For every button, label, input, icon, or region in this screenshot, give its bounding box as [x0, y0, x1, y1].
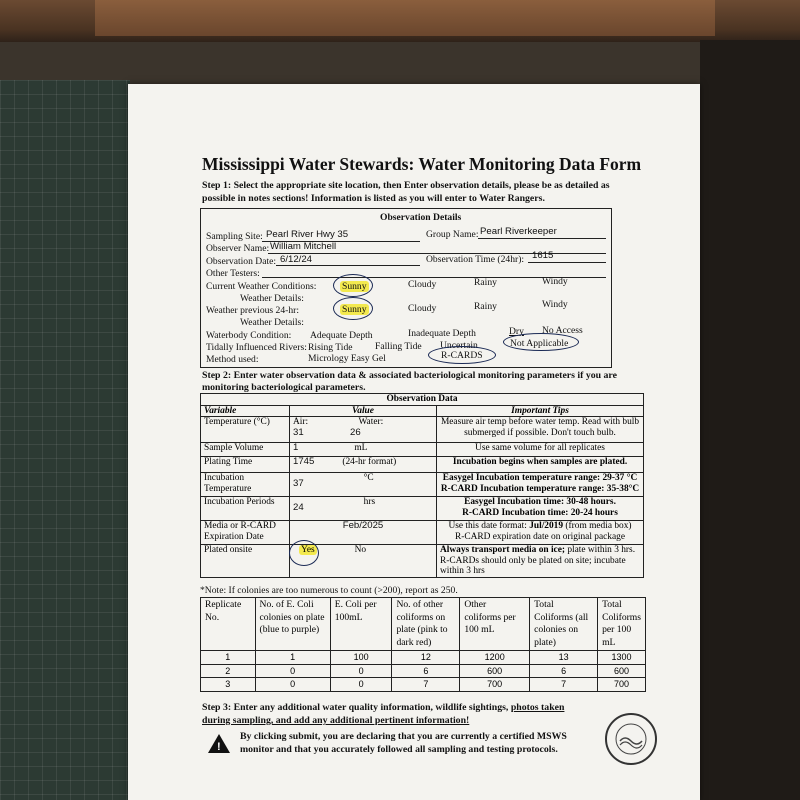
current-weather-label: Current Weather Conditions:	[206, 281, 317, 292]
cell-total-colonies[interactable]: 7	[530, 678, 598, 692]
current-weather-sunny-text: Sunny	[342, 281, 367, 292]
cell-other-colonies[interactable]: 6	[392, 664, 460, 678]
waterbody-dry[interactable]: Dry	[509, 326, 524, 337]
step3-instructions-line1	[202, 702, 564, 713]
observation-date-value[interactable]: 6/12/24	[280, 254, 313, 265]
observation-date-label: Observation Date:	[206, 256, 277, 267]
observer-name-value[interactable]: William Mitchell	[270, 241, 337, 252]
header-replicate: Replicate No.	[201, 598, 256, 651]
cell-other-per-100ml[interactable]: 600	[460, 664, 530, 678]
expiration-tip-post: (from media box)	[563, 521, 632, 531]
expiration-tip-1	[440, 521, 640, 532]
cell-total-per-100ml[interactable]: 1300	[598, 651, 646, 665]
observation-time-line	[528, 262, 606, 263]
col-value: Value	[290, 405, 437, 417]
incubation-period-label: Incubation Periods	[201, 497, 290, 521]
incubation-period-unit: hrs	[363, 497, 376, 507]
weather-details-label-1: Weather Details:	[240, 293, 304, 304]
current-weather-windy[interactable]: Windy	[542, 276, 568, 287]
cell-replicate: 3	[201, 678, 256, 692]
cell-ecoli-colonies[interactable]: 0	[255, 678, 330, 692]
tidal-label: Tidally Influenced Rivers:	[206, 342, 307, 353]
waterbody-condition-label: Waterbody Condition:	[206, 330, 292, 341]
observation-data-heading: Observation Data	[201, 394, 644, 406]
sampling-site-label: Sampling Site:	[206, 231, 263, 242]
water-label: Water:	[358, 417, 384, 427]
group-name-value[interactable]: Pearl Riverkeeper	[480, 226, 557, 237]
sample-volume-label: Sample Volume	[201, 443, 290, 457]
incubation-temp-tip-2: R-CARD Incubation temperature range: 35-38°C	[440, 483, 640, 494]
observation-time-label: Observation Time (24hr):	[426, 254, 525, 265]
incubation-temp-value[interactable]: 37	[293, 478, 304, 489]
plating-time-tip: Incubation begins when samples are plated.	[437, 457, 644, 473]
cell-total-colonies[interactable]: 6	[530, 664, 598, 678]
header-other-colonies: No. of other coliforms on plate (pink to dark red)	[392, 598, 460, 651]
plating-time-unit: (24-hr format)	[342, 457, 397, 467]
form-title: Mississippi Water Stewards: Water Monitoring Data Form	[202, 154, 642, 174]
plated-yes[interactable]: Yes	[301, 545, 315, 555]
expiration-tip-bold: Jul/2019	[529, 521, 564, 531]
incubation-temp-unit: °C	[363, 473, 374, 483]
header-ecoli-colonies: No. of E. Coli colonies on plate (blue to purple)	[255, 598, 330, 651]
dark-surface	[700, 40, 800, 800]
table-row	[201, 651, 646, 665]
tidal-uncertain[interactable]: Uncertain	[440, 340, 478, 351]
table-row	[201, 678, 646, 692]
cell-other-colonies[interactable]: 7	[392, 678, 460, 692]
cell-ecoli-per-100ml[interactable]: 0	[330, 678, 392, 692]
tidal-not-applicable[interactable]: Not Applicable	[510, 338, 569, 349]
cell-replicate: 2	[201, 664, 256, 678]
temperature-values	[290, 417, 437, 443]
sample-volume-unit: mL	[354, 443, 368, 453]
cell-other-colonies[interactable]: 12	[392, 651, 460, 665]
incubation-temp-label: Incubation Temperature	[201, 473, 290, 497]
cell-total-per-100ml[interactable]: 700	[598, 678, 646, 692]
plated-yes-circle	[289, 540, 319, 566]
tidal-rising[interactable]: Rising Tide	[308, 342, 353, 353]
observation-time-value[interactable]: 1615	[532, 250, 554, 261]
weather-previous-label: Weather previous 24-hr:	[206, 305, 299, 316]
sample-volume-value[interactable]: 1	[293, 442, 299, 453]
current-weather-cloudy[interactable]: Cloudy	[408, 279, 437, 290]
group-name-line	[478, 238, 606, 239]
weather-details-label-2: Weather Details:	[240, 317, 304, 328]
cutting-mat	[0, 80, 130, 800]
seal-wave-icon	[607, 715, 655, 763]
expiration-label: Media or R-CARD Expiration Date	[201, 521, 290, 545]
plating-time-label: Plating Time	[201, 457, 290, 473]
incubation-temp-tip-1: Easygel Incubation temperature range: 29-37 °C	[442, 473, 638, 483]
sampling-site-value[interactable]: Pearl River Hwy 35	[266, 229, 349, 240]
current-weather-circle	[333, 274, 373, 297]
group-name-label: Group Name:	[426, 229, 479, 240]
table-row	[201, 664, 646, 678]
header-ecoli-per-100ml: E. Coli per 100mL	[330, 598, 392, 651]
waterbody-inadequate[interactable]: Inadequate Depth	[408, 328, 476, 339]
expiration-value[interactable]: Feb/2025	[342, 520, 384, 531]
expiration-tip-pre: Use this date format:	[448, 521, 530, 531]
col-variable: Variable	[201, 405, 290, 417]
step3-instructions-line2: during sampling, and add any additional pertinent information!	[202, 715, 470, 726]
weather-previous-rainy[interactable]: Rainy	[474, 301, 497, 312]
weather-previous-windy[interactable]: Windy	[542, 299, 568, 310]
cell-ecoli-colonies[interactable]: 0	[255, 664, 330, 678]
waterbody-adequate[interactable]: Adequate Depth	[310, 330, 373, 341]
air-value[interactable]: 31	[293, 426, 304, 438]
cell-other-per-100ml[interactable]: 700	[460, 678, 530, 692]
method-rcards[interactable]: R-CARDS	[441, 350, 483, 361]
temperature-label: Temperature (°C)	[201, 417, 290, 443]
header-total-colonies: Total Coliforms (all colonies on plate)	[530, 598, 598, 651]
cell-total-per-100ml[interactable]: 600	[598, 664, 646, 678]
cell-ecoli-colonies[interactable]: 1	[255, 651, 330, 665]
observation-data-table	[200, 393, 644, 578]
cell-ecoli-per-100ml[interactable]: 100	[330, 651, 392, 665]
plated-no[interactable]: No	[354, 545, 367, 555]
step1-instructions-line1: Step 1: Select the appropriate site location, then Enter observation details, please be as detailed as	[202, 180, 610, 191]
waterbody-no-access[interactable]: No Access	[542, 325, 583, 336]
weather-previous-circle	[333, 297, 373, 320]
plated-tip-bold: Always transport media on ice;	[440, 545, 565, 555]
incubation-period-value[interactable]: 24	[293, 502, 304, 513]
sample-volume-tip: Use same volume for all replicates	[437, 443, 644, 457]
col-tips: Important Tips	[437, 405, 644, 417]
replicate-header-row	[201, 598, 646, 651]
step2-instructions-line1: Step 2: Enter water observation data & associated bacteriological monitoring parameters if you are	[202, 370, 617, 381]
expiration-tip-2: R-CARD expiration date on original package	[454, 531, 625, 542]
weather-previous-sunny-text: Sunny	[342, 304, 367, 315]
observer-name-label: Observer Name:	[206, 243, 270, 254]
replicate-table	[200, 597, 646, 692]
step1-instructions-line2: possible in notes sections! Information is listed as you will enter to Water Rangers.	[202, 193, 545, 204]
colony-note: *Note: If colonies are too numerous to count (>200), report as 250.	[200, 585, 458, 596]
cell-ecoli-per-100ml[interactable]: 0	[330, 664, 392, 678]
tidal-circle	[503, 333, 579, 351]
plating-time-value[interactable]: 1745	[293, 456, 315, 467]
step3-text: Step 3: Enter any additional water quality information, wildlife sightings,	[202, 702, 511, 713]
plated-onsite-label: Plated onsite	[201, 545, 290, 578]
observation-details-heading: Observation Details	[380, 212, 462, 223]
header-total-per-100ml: Total Coliforms per 100 mL	[598, 598, 646, 651]
incubation-period-tip-2: R-CARD Incubation time: 20-24 hours	[462, 507, 618, 518]
step3-photos-text: photos taken	[510, 702, 565, 713]
warning-exclamation-icon: !	[217, 741, 221, 753]
tidal-falling[interactable]: Falling Tide	[375, 341, 422, 352]
header-other-per-100ml: Other coliforms per 100 mL	[460, 598, 530, 651]
declaration-line2: monitor and that you accurately followed all sampling and testing protocols.	[240, 744, 558, 755]
air-label: Air:	[293, 417, 309, 427]
incubation-period-tip-1: Easygel Incubation time: 30-48 hours.	[464, 497, 616, 507]
msws-seal-logo	[605, 713, 657, 765]
method-label: Method used:	[206, 354, 259, 365]
current-weather-rainy[interactable]: Rainy	[474, 277, 497, 288]
wood-board	[95, 0, 715, 36]
other-testers-label: Other Testers:	[206, 268, 260, 279]
declaration-line1: By clicking submit, you are declaring that you are currently a certified MSWS	[240, 731, 567, 742]
observation-date-line	[276, 265, 420, 266]
weather-previous-cloudy[interactable]: Cloudy	[408, 303, 437, 314]
cell-total-colonies[interactable]: 13	[530, 651, 598, 665]
method-circle	[428, 346, 496, 364]
water-value[interactable]: 26	[350, 426, 361, 438]
temperature-tip: Measure air temp before water temp. Read with bulb submerged if possible. Don't touch bulb.	[437, 417, 644, 443]
plated-tip-rest: plate within 3 hrs. R-CARDs should only be plated on site; incubate within 3 hrs	[440, 545, 636, 576]
cell-replicate: 1	[201, 651, 256, 665]
method-easygel[interactable]: Micrology Easy Gel	[308, 353, 386, 364]
step2-instructions-line2: monitoring bacteriological parameters.	[202, 382, 366, 393]
cell-other-per-100ml[interactable]: 1200	[460, 651, 530, 665]
